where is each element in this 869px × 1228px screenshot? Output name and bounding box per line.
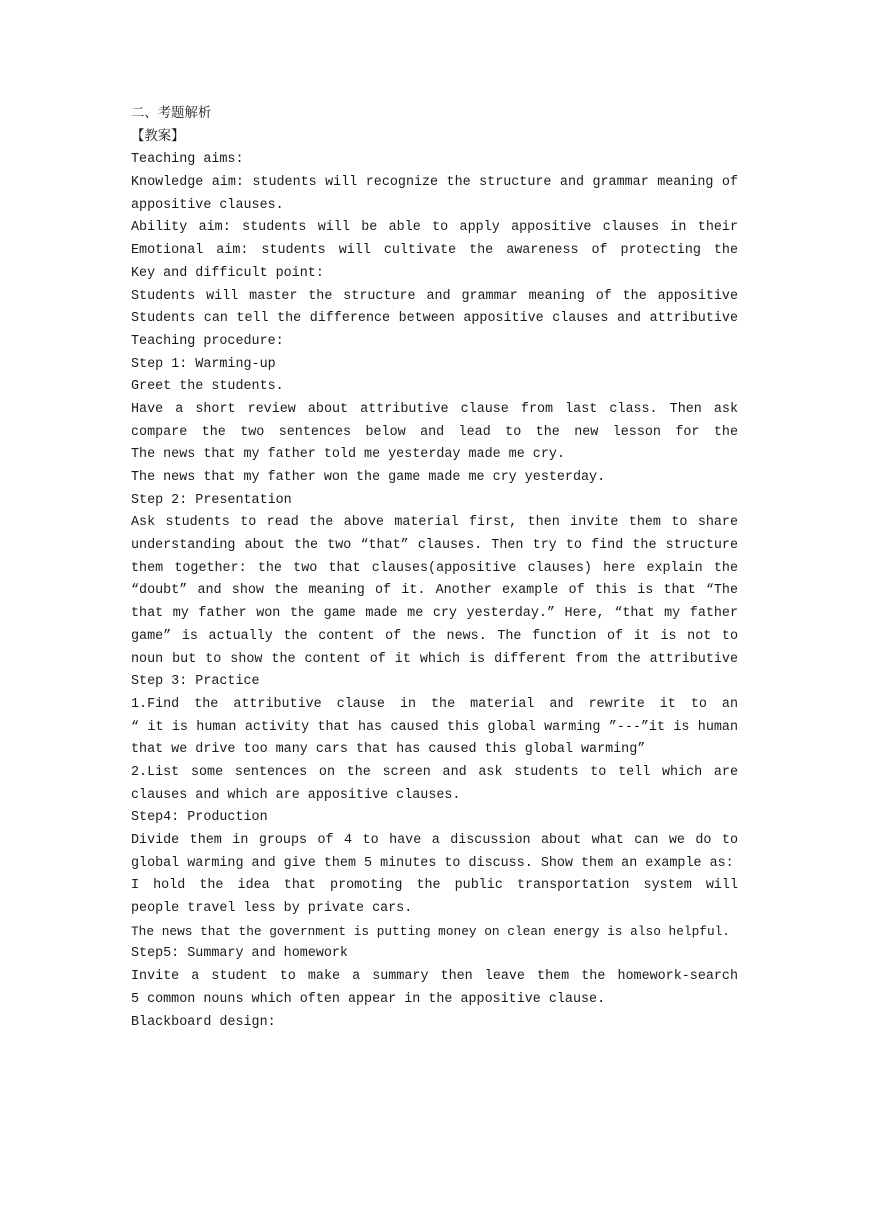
text-line: appositive clauses. [131,197,284,213]
text-line: Have a short review about attributive clause from last class. Then ask [131,401,738,417]
section-title: 二、考题解析 [131,107,212,122]
text-line: Step 3: Practice [131,674,260,690]
text-line: Step 2: Presentation [131,492,292,508]
text-line: noun but to show the content of it which is different from the attributive [131,651,738,667]
text-line: “doubt” and show the meaning of it. Another example of this is that “The [131,583,738,599]
text-line: Step5: Summary and homework [131,946,348,962]
text-line: game” is actually the content of the news. The function of it is not to [131,628,738,644]
text-line: The news that my father told me yesterday made me cry. [131,447,565,463]
text-line: Students will master the structure and grammar meaning of the appositive [131,288,738,304]
text-line: 2.List some sentences on the screen and ask students to tell which are [131,764,738,780]
text-line: Divide them in groups of 4 to have a discussion about what can we do to [131,833,738,848]
text-line: “ it is human activity that has caused this global warming ”---”it is human [131,719,738,735]
text-line: people travel less by private cars. [131,901,413,917]
text-line: them together: the two that clauses(appositive clauses) here explain the [131,560,738,576]
document-body [131,104,738,1034]
text-line: Step4: Production [131,810,268,826]
text-line: 1.Find the attributive clause in the material and rewrite it to an [131,696,738,712]
text-line: Step 1: Warming-up [131,356,276,372]
text-line: Key and difficult point: [131,265,324,281]
text-line: Invite a student to make a summary then leave them the homework-search [131,969,738,985]
text-line: 5 common nouns which often appear in the appositive clause. [131,991,606,1007]
text-line: Blackboard design: [131,1014,276,1030]
text-line: that my father won the game made me cry yesterday.” Here, “that my father [131,606,738,622]
text-line: compare the two sentences below and lead to the new lesson for the [131,424,738,440]
text-line: understanding about the two “that” clauses. Then try to find the structure [131,538,738,554]
text-line: Teaching aims: [131,152,244,168]
text-line: Ask students to read the above material first, then invite them to share [131,515,738,531]
text-line: Students can tell the difference between appositive clauses and attributive [131,311,738,327]
text-line: global warming and give them 5 minutes to discuss. Show them an example as: [131,855,734,871]
text-line: I hold the idea that promoting the public transportation system will [131,878,738,894]
text-line: Ability aim: students will be able to apply appositive clauses in their [131,220,738,236]
text-line: The news that the government is putting money on clean energy is also helpful. [131,923,730,939]
text-line: Greet the students. [131,379,284,395]
text-line: clauses and which are appositive clauses. [131,787,461,803]
text-line: that we drive too many cars that has caused this global warming” [131,742,646,758]
text-line: Knowledge aim: students will recognize the structure and grammar meaning of [131,175,738,191]
text-line: Teaching procedure: [131,333,284,349]
lesson-plan-heading: 【教案】 [131,129,185,145]
text-line: The news that my father won the game made me cry yesterday. [131,470,606,485]
text-line: Emotional aim: students will cultivate the awareness of protecting the [131,243,738,259]
